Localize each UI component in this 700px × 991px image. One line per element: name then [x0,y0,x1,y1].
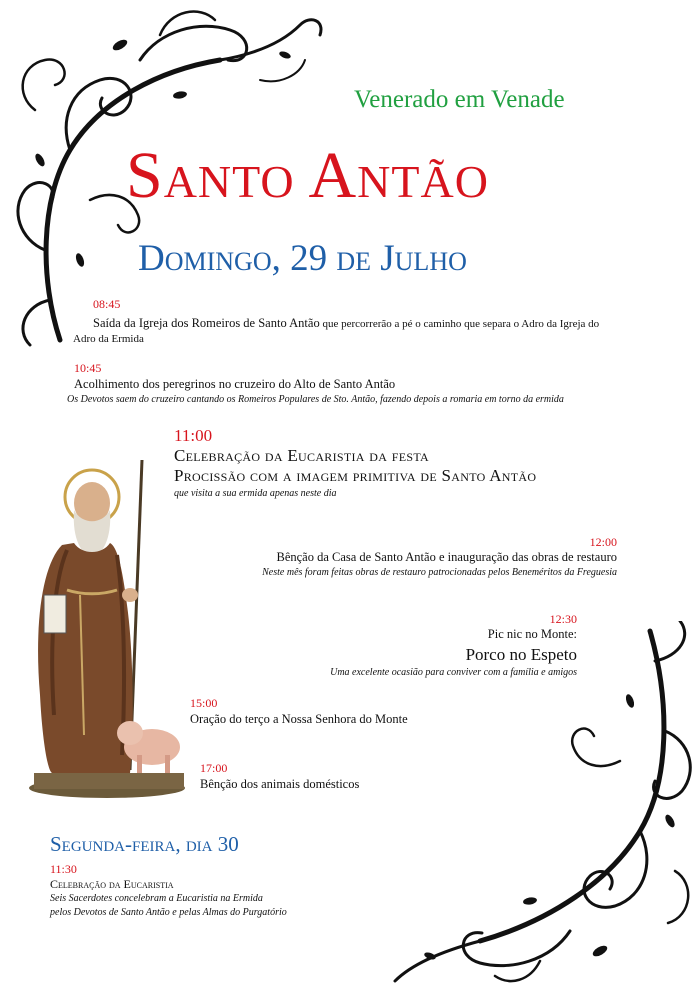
subtitle: Venerado em Venade [354,86,565,113]
event-time: 10:45 [74,361,102,375]
event-title: Bênção da Casa de Santo Antão e inauguração das obras de restauro [276,550,617,564]
event-note: Seis Sacerdotes concelebram a Eucaristia na Ermida [50,893,263,904]
event-detail: que percorrerão a pé o caminho que separa o Adro da Igreja do [319,318,600,330]
event-time: 15:00 [190,696,218,710]
event-title-line2: Procissão com a imagem primitiva de Santo Antão [174,466,537,485]
event-title: Oração do terço a Nossa Senhora do Monte [190,712,408,726]
event-time: 12:00 [589,535,617,549]
event-time: 17:00 [200,761,228,775]
event-time: 08:45 [93,297,121,311]
saint-anthony-statue-icon [22,455,192,800]
event-title: Pic nic no Monte: [487,627,577,641]
event-title: Celebração da Eucaristia [50,877,174,891]
event-time: 12:30 [549,612,577,626]
event-note: Neste mês foram feitas obras de restauro patrocionadas pelos Beneméritos da Freguesia [262,567,617,578]
date-heading: Domingo, 29 de Julho [138,238,467,279]
event-item [93,316,599,331]
page-title: Santo Antão [126,139,489,212]
event-title-line2: Porco no Espeto [465,645,577,664]
event-note-line2: pelos Devotos de Santo Antão e pelas Almas do Purgatório [50,907,287,918]
monday-heading: Segunda-feira, dia 30 [50,832,239,856]
event-note: Uma excelente ocasião para conviver com a família e amigos [330,667,577,678]
event-note: que visita a sua ermida apenas neste dia [174,488,337,499]
event-title: Acolhimento dos peregrinos no cruzeiro do Alto de Santo Antão [74,377,396,391]
event-title: Celebração da Eucaristia da festa [174,446,430,465]
event-title: Bênção dos animais domésticos [200,777,360,791]
event-detail-line2: Adro da Ermida [73,333,144,345]
event-time: 11:00 [174,426,213,445]
event-note: Os Devotos saem do cruzeiro cantando os Romeiros Populares de Sto. Antão, fazendo depois a romaria em torno da ermida [67,394,564,405]
event-time: 11:30 [50,862,77,876]
event-title: Saída da Igreja dos Romeiros de Santo Antão [93,316,320,330]
